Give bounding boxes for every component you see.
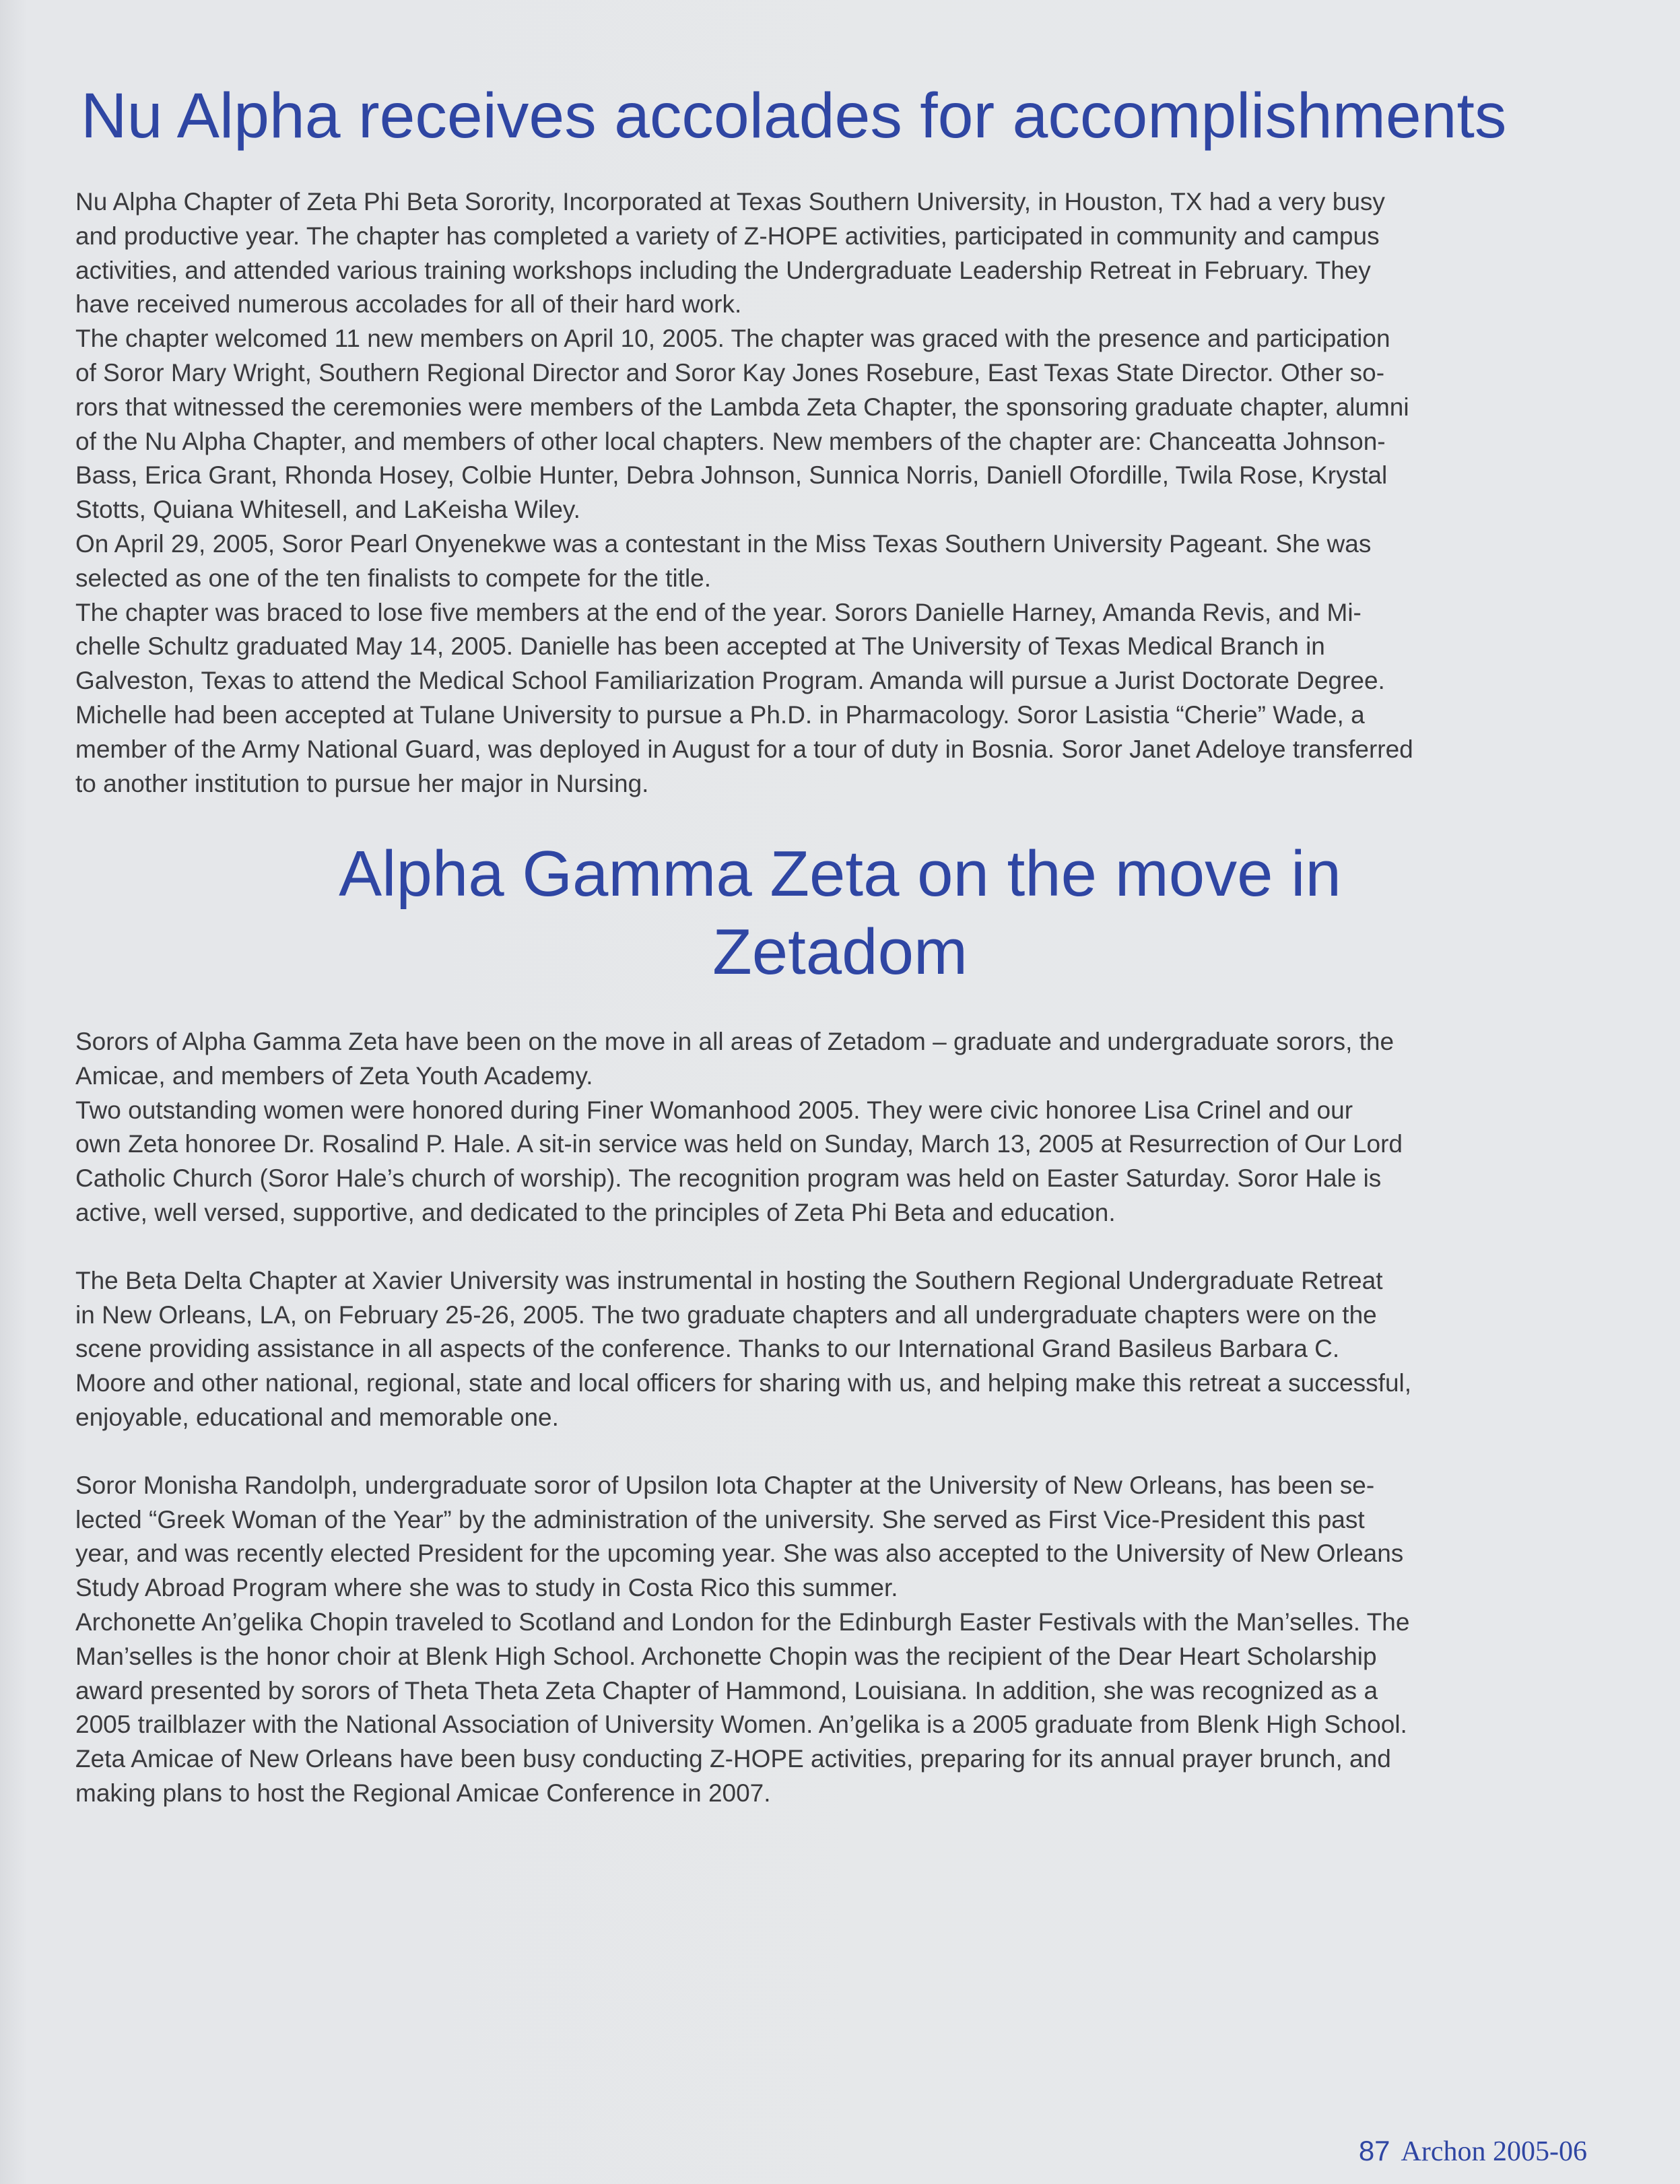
body-line: making plans to host the Regional Amicae Conference in 2007.: [75, 1779, 771, 1807]
body-line: The chapter welcomed 11 new members on April 10, 2005. The chapter was graced with the presence and participation: [75, 325, 1390, 353]
title-line: Zetadom: [712, 916, 968, 988]
body-line: The Beta Delta Chapter at Xavier University was instrumental in hosting the Southern Regional Undergraduate Retreat: [75, 1266, 1383, 1294]
body-line: lected “Greek Woman of the Year” by the administration of the university. She served as First Vice-President this past: [75, 1505, 1365, 1533]
body-line: On April 29, 2005, Soror Pearl Onyenekwe was a contestant in the Miss Texas Southern University Pageant. She was: [75, 529, 1372, 558]
body-line: rors that witnessed the ceremonies were members of the Lambda Zeta Chapter, the sponsoring graduate chapter, alumni: [75, 393, 1409, 421]
body-line: member of the Army National Guard, was deployed in August for a tour of duty in Bosnia. Soror Janet Adeloye transferred: [75, 735, 1413, 763]
body-line: of Soror Mary Wright, Southern Regional Director and Soror Kay Jones Rosebure, East Texas State Director. Other so-: [75, 358, 1385, 387]
page-number: 87: [1358, 2135, 1390, 2166]
publication-name: Archon 2005-06: [1401, 2136, 1587, 2167]
body-line: Man’selles is the honor choir at Blenk High School. Archonette Chopin was the recipient of the Dear Heart Scholarship: [75, 1642, 1377, 1670]
body-line: to another institution to pursue her major in Nursing.: [75, 769, 649, 797]
body-line: activities, and attended various training workshops including the Undergraduate Leadership Retreat in February. They: [75, 256, 1371, 284]
body-line: 2005 trailblazer with the National Association of University Women. An’gelika is a 2005 graduate from Blenk High School.: [75, 1711, 1407, 1739]
body-line: chelle Schultz graduated May 14, 2005. Danielle has been accepted at The University of Texas Medical Branch in: [75, 632, 1325, 661]
body-line: Michelle had been accepted at Tulane University to pursue a Ph.D. in Pharmacology. Soror Lasistia “Cherie” Wade, a: [75, 700, 1365, 729]
body-line: scene providing assistance in all aspects of the conference. Thanks to our International Grand Basileus Barbara C.: [75, 1335, 1340, 1363]
body-line: selected as one of the ten finalists to compete for the title.: [75, 564, 712, 592]
body-line: award presented by sorors of Theta Theta Zeta Chapter of Hammond, Louisiana. In addition, she was recognized as a: [75, 1676, 1378, 1705]
body-line: active, well versed, supportive, and dedicated to the principles of Zeta Phi Beta and education.: [75, 1198, 1116, 1226]
body-line: Archonette An’gelika Chopin traveled to Scotland and London for the Edinburgh Easter Festivals with the Man’selles. The: [75, 1608, 1410, 1636]
article-body-alpha-gamma-zeta: [75, 1025, 1590, 1811]
paragraph-block: [75, 1025, 1590, 1230]
article-body-nu-alpha: [75, 185, 1590, 801]
article-title-alpha-gamma-zeta: [0, 835, 1680, 991]
body-line: and productive year. The chapter has completed a variety of Z-HOPE activities, participated in community and campus: [75, 222, 1380, 250]
paragraph-block: [75, 1469, 1590, 1811]
page-footer: [1359, 2135, 1587, 2168]
body-line: enjoyable, educational and memorable one.: [75, 1403, 559, 1431]
body-line: Zeta Amicae of New Orleans have been busy conducting Z-HOPE activities, preparing for its annual prayer brunch, and: [75, 1745, 1391, 1773]
body-line: Soror Monisha Randolph, undergraduate soror of Upsilon Iota Chapter at the University of New Orleans, has been se-: [75, 1471, 1375, 1499]
body-line: Moore and other national, regional, state and local officers for sharing with us, and helping make this retreat a successful,: [75, 1369, 1412, 1397]
body-line: Nu Alpha Chapter of Zeta Phi Beta Sorority, Incorporated at Texas Southern University, in Houston, TX had a very busy: [75, 188, 1385, 216]
body-line: Sorors of Alpha Gamma Zeta have been on the move in all areas of Zetadom – graduate and undergraduate sorors, the: [75, 1028, 1395, 1055]
body-line: Study Abroad Program where she was to study in Costa Rico this summer.: [75, 1574, 898, 1602]
body-line: in New Orleans, LA, on February 25-26, 2005. The two graduate chapters and all undergraduate chapters were on the: [75, 1300, 1377, 1329]
body-line: own Zeta honoree Dr. Rosalind P. Hale. A sit-in service was held on Sunday, March 13, 2005 at Resurrection of Our Lord: [75, 1130, 1403, 1158]
article-title-nu-alpha: Nu Alpha receives accolades for accomplishments: [81, 80, 1507, 152]
body-line: of the Nu Alpha Chapter, and members of other local chapters. New members of the chapter are: Chanceatta Johnson-: [75, 427, 1386, 455]
body-line: have received numerous accolades for all of their hard work.: [75, 290, 742, 319]
paragraph-spacer: [75, 1230, 1590, 1264]
paragraph-block: [75, 1264, 1590, 1435]
body-line: Galveston, Texas to attend the Medical School Familiarization Program. Amanda will pursue a Jurist Doctorate Degree.: [75, 667, 1385, 695]
body-line: Catholic Church (Soror Hale’s church of worship). The recognition program was held on Easter Saturday. Soror Hale is: [75, 1164, 1382, 1193]
body-line: Amicae, and members of Zeta Youth Academy.: [75, 1061, 593, 1090]
body-line: The chapter was braced to lose five members at the end of the year. Sorors Danielle Harney, Amanda Revis, and Mi-: [75, 598, 1362, 626]
body-line: year, and was recently elected President for the upcoming year. She was also accepted to the University of New Orleans: [75, 1540, 1404, 1568]
body-line: Two outstanding women were honored during Finer Womanhood 2005. They were civic honoree Lisa Crinel and our: [75, 1096, 1353, 1124]
body-line: Stotts, Quiana Whitesell, and LaKeisha Wiley.: [75, 496, 580, 524]
body-line: Bass, Erica Grant, Rhonda Hosey, Colbie Hunter, Debra Johnson, Sunnica Norris, Daniell Ofordille, Twila Rose, Krystal: [75, 461, 1388, 490]
title-line: Alpha Gamma Zeta on the move in: [339, 838, 1341, 910]
paragraph-spacer: [75, 1435, 1590, 1469]
